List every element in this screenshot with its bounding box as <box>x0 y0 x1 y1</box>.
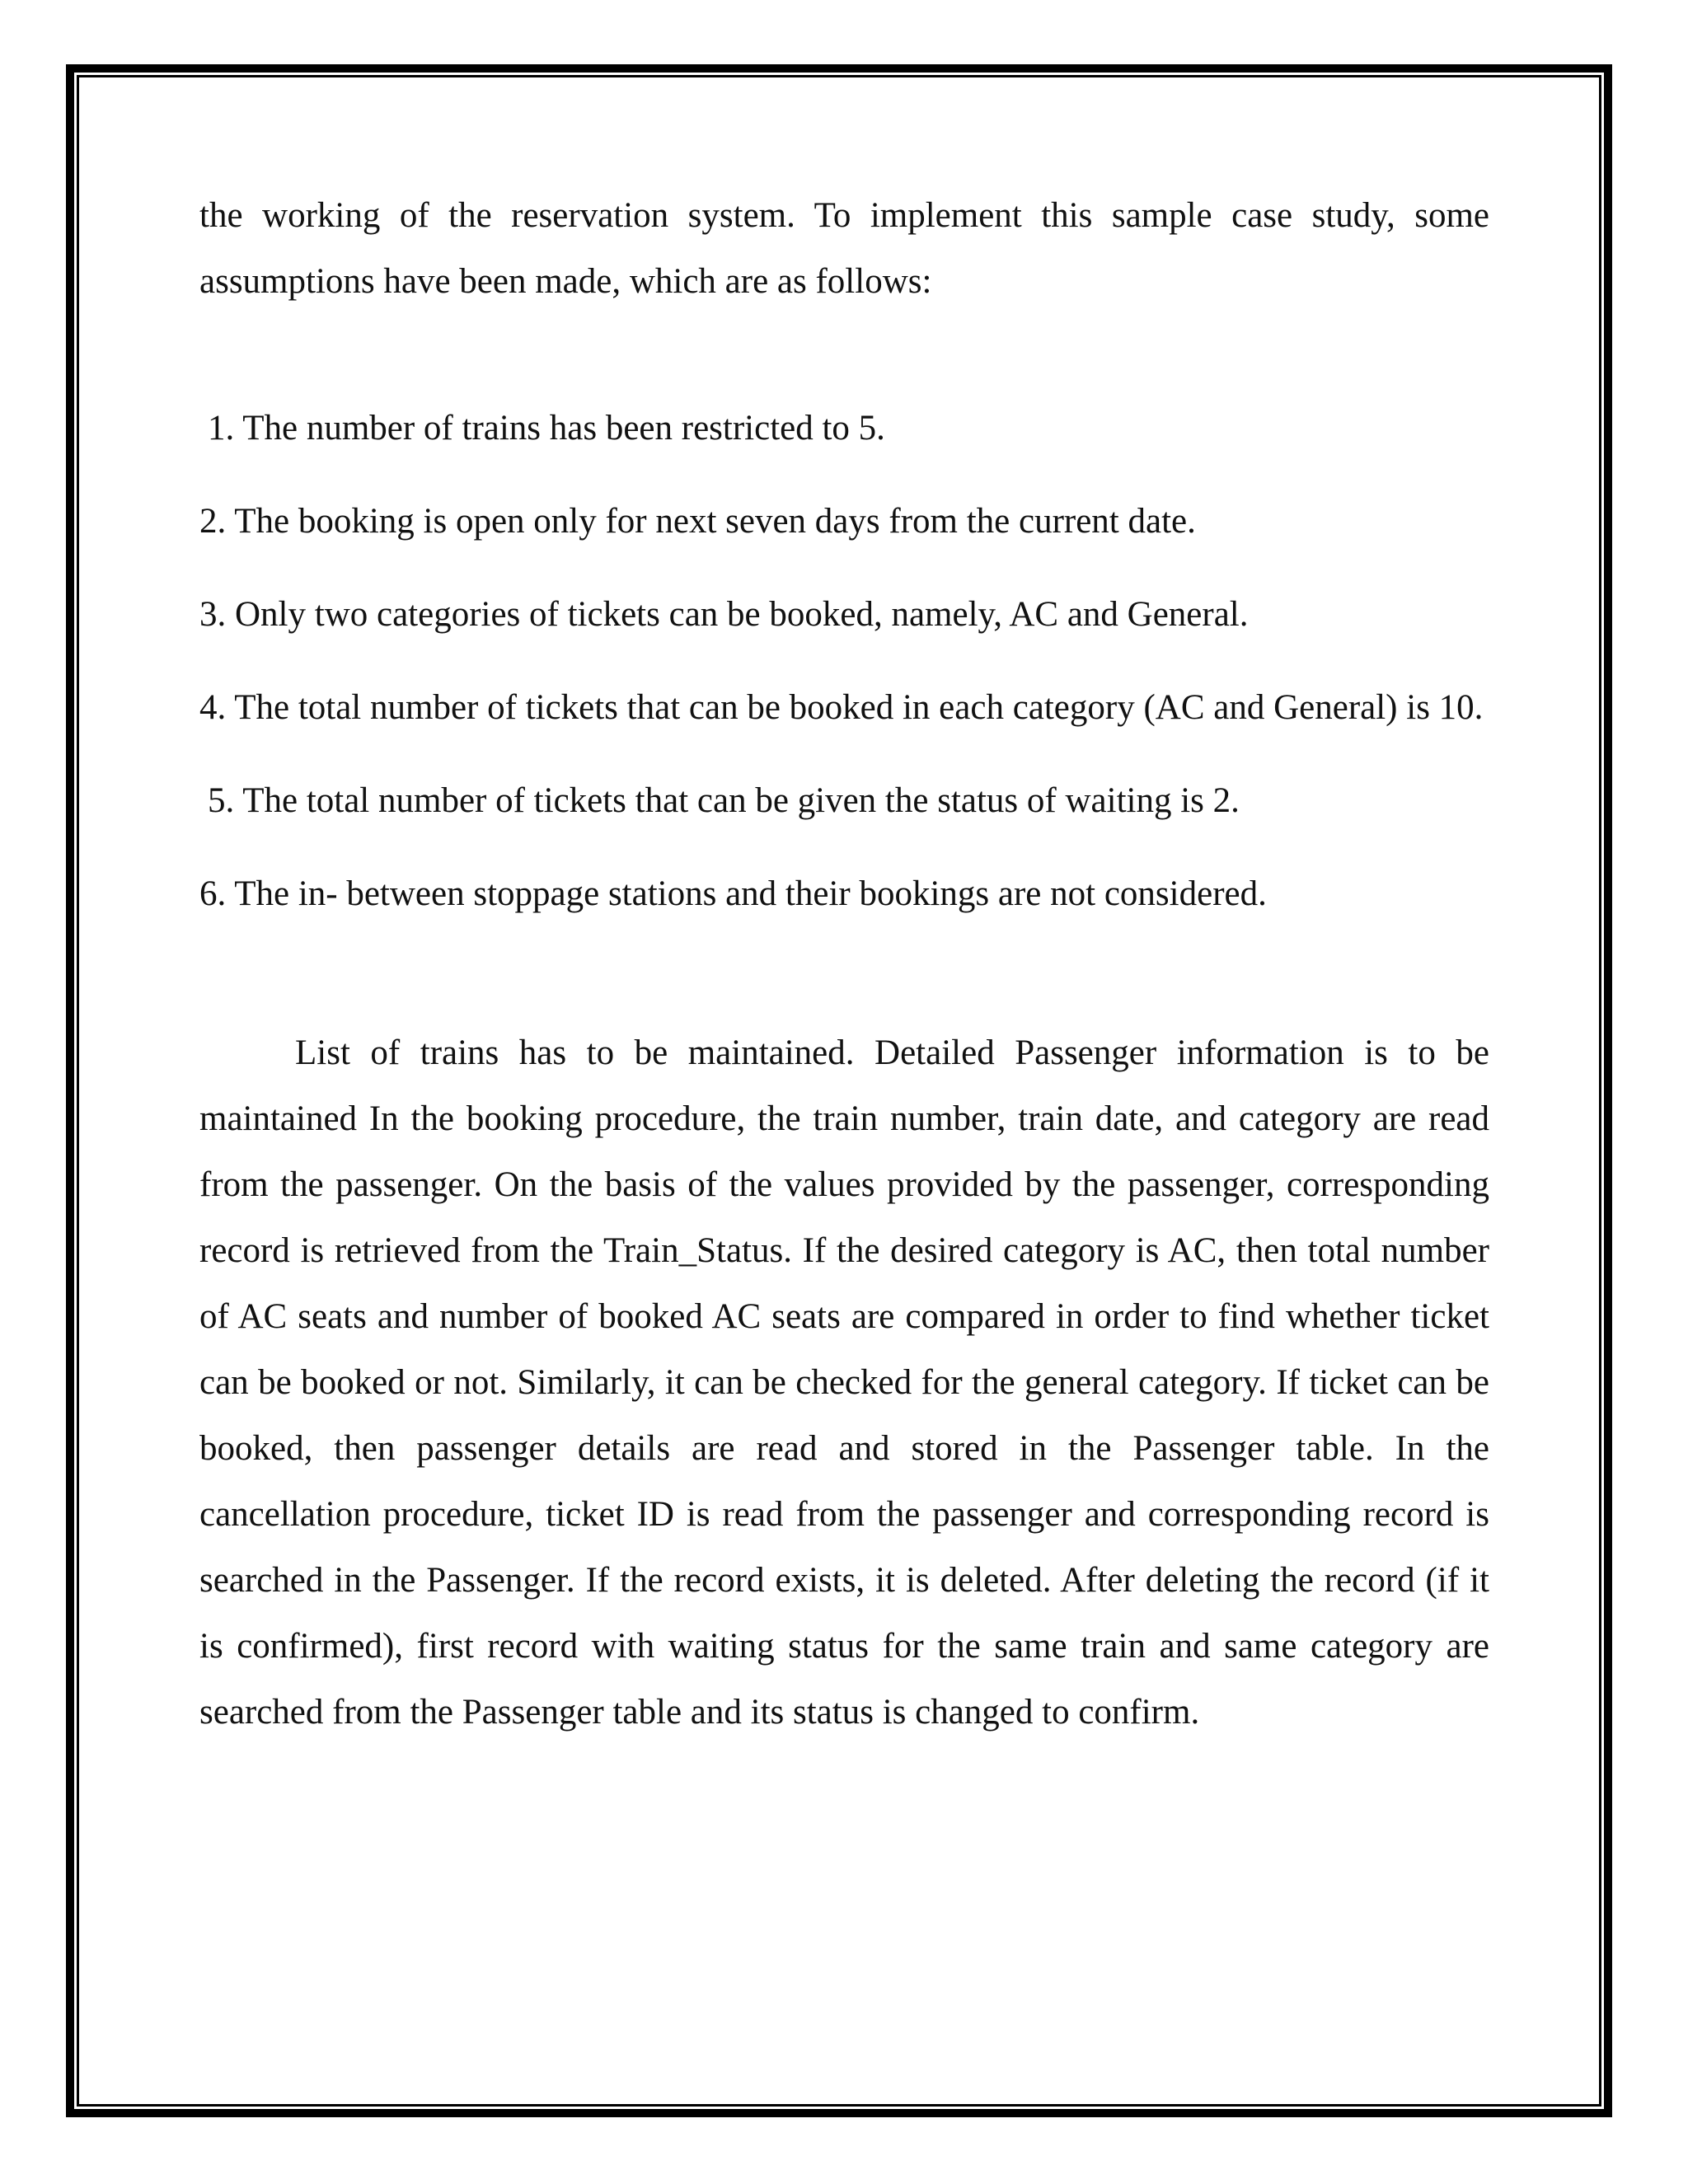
list-item: 4. The total number of tickets that can be booked in each category (AC and General) is 10. <box>199 688 1484 727</box>
intro-paragraph: the working of the reservation system. To implement this sample case study, some assumptions have been made, which are as follows: <box>199 196 1489 301</box>
list-item: 2. The booking is open only for next seven days from the current date. <box>199 502 1196 541</box>
assumptions-list <box>199 396 1489 927</box>
list-item: 1. The number of trains has been restricted to 5. <box>208 409 885 448</box>
list-item: 3. Only two categories of tickets can be booked, namely, AC and General. <box>199 595 1249 634</box>
body-paragraph: List of trains has to be maintained. Detailed Passenger information is to be maintained In the booking procedure, the train number, train date, and category are read from the passenger. On the basis of the values provided by the passenger, corresponding record is retrieved from the Train_Status. If the desired category is AC, then total number of AC seats and number of booked AC seats are compared in order to find whether ticket can be booked or not. Similarly, it can be checked for the general category. If ticket can be booked, then passenger details are read and stored in the Passenger table. In the cancellation procedure, ticket ID is read from the passenger and corresponding record is searched in the Passenger. If the record exists, it is deleted. After deleting the record (if it is confirmed), first record with waiting status for the same train and same category are searched from the Passenger table and its status is changed to confirm. <box>199 1033 1489 1732</box>
list-item: 6. The in- between stoppage stations and their bookings are not considered. <box>199 874 1267 913</box>
list-item: 5. The total number of tickets that can be given the status of waiting is 2. <box>208 781 1240 820</box>
document-body <box>199 183 1489 1746</box>
